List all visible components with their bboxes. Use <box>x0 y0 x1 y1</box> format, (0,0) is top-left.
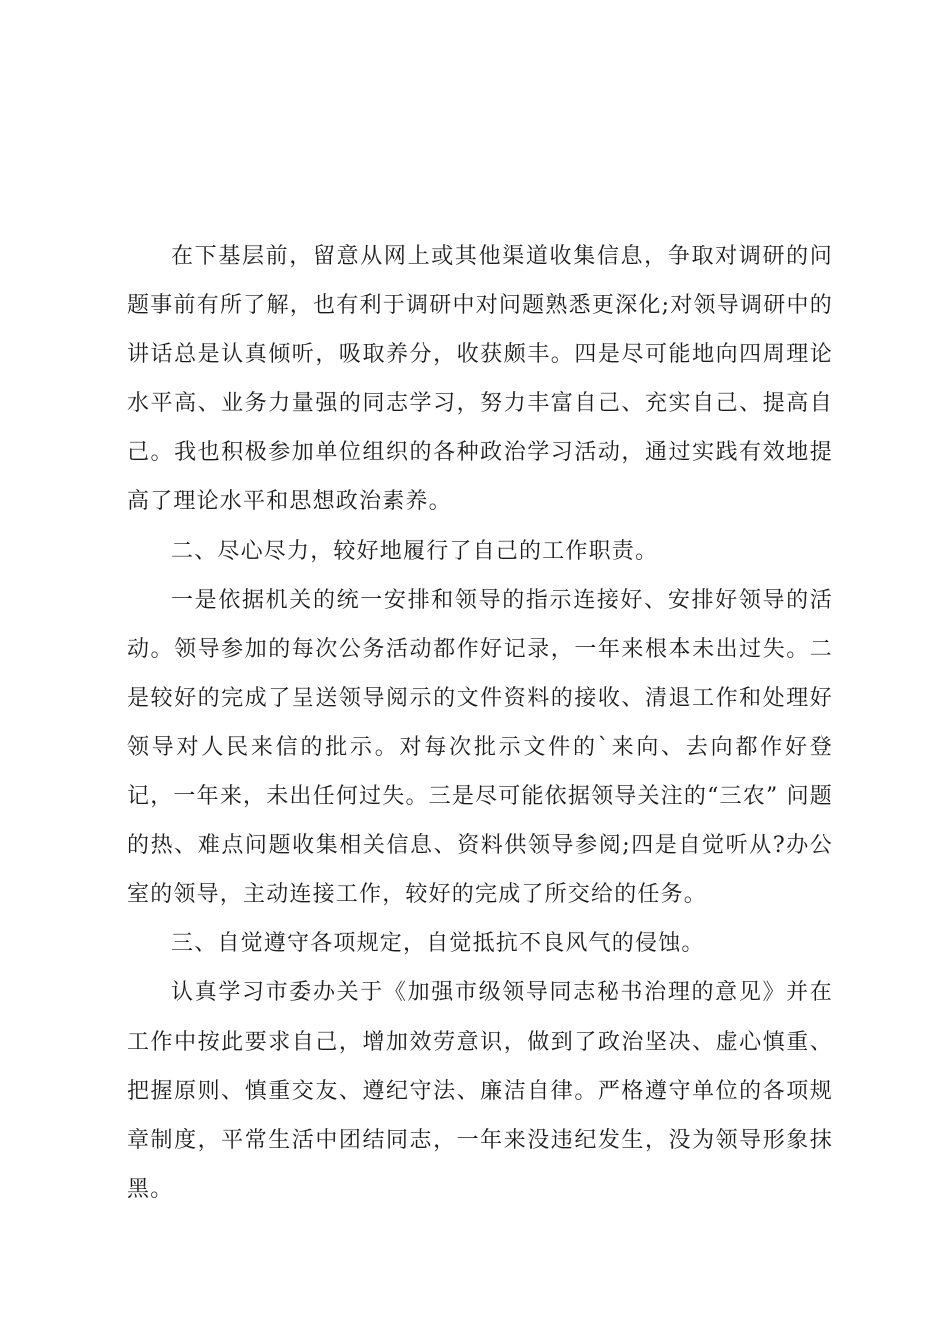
paragraph-rules-detail: 认真学习市委办关于《加强市级领导同志秘书治理的意见》并在工作中按此要求自己，增加效劳意识，做到了政治坚决、虚心慎重、把握原则、慎重交友、遵纪守法、廉洁自律。严格遵守单位的各项规章制度，平常生活中团结同志，一年来没违纪发生，没为领导形象抹黑。 <box>127 980 833 1202</box>
section-heading-rules: 三、自觉遵守各项规定，自觉抵抗不良风气的侵蚀。 <box>171 931 705 957</box>
document-body <box>127 232 833 1214</box>
paragraph-research-study: 在下基层前，留意从网上或其他渠道收集信息，争取对调研的问题事前有所了解，也有利于调研中对问题熟悉更深化;对领导调研中的讲话总是认真倾听，吸取养分，收获颇丰。四是尽可能地向四周理论水平高、业务力量强的同志学习，努力丰富自己、充实自己、提高自己。我也积极参加单位组织的各种政治学习活动，通过实践有效地提高了理论水平和思想政治素养。 <box>127 244 833 515</box>
paragraph-duties-detail: 一是依据机关的统一安排和领导的指示连接好、安排好领导的活动。领导参加的每次公务活动都作好记录，一年来根本未出过失。二是较好的完成了呈送领导阅示的文件资料的接收、清退工作和处理好领导对人民来信的批示。对每次批示文件的`来向、去向都作好登记，一年来，未出任何过失。三是尽可能依据领导关注的“三农” 问题的热、难点问题收集相关信息、资料供领导参阅;四是自觉听从?办公室的领导，主动连接工作，较好的完成了所交给的任务。 <box>127 587 833 908</box>
section-heading-duties: 二、尽心尽力，较好地履行了自己的工作职责。 <box>171 538 659 564</box>
